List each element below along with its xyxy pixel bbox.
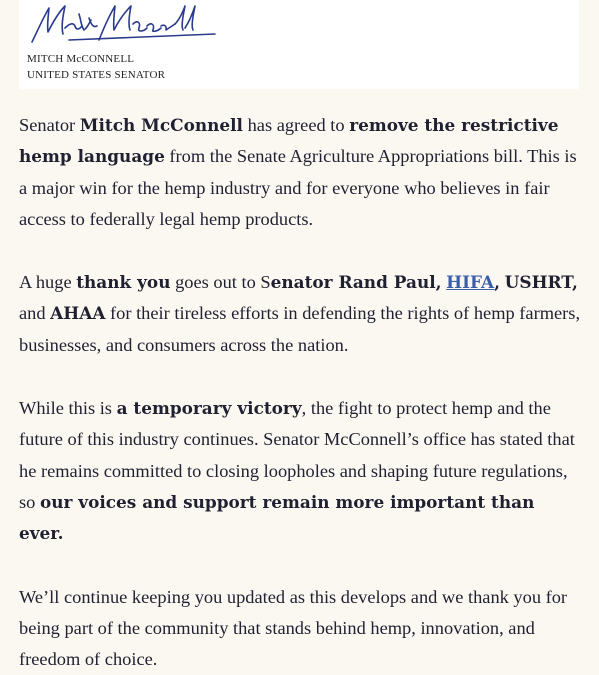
- p2-bold-4: USHRT,: [504, 272, 578, 293]
- p3-bold-1: a temporary victory: [116, 398, 302, 419]
- p4-text-1: We’ll continue keeping you updated as this develops and we thank you for being part of the community that stands behind hemp, innovation, and freedom of choice.: [19, 586, 568, 670]
- signature-name: MITCH McCONNELL: [27, 53, 135, 65]
- paragraph-3: [19, 393, 584, 549]
- p1-bold-1: Mitch McConnell: [79, 115, 243, 135]
- p1-text-1: Senator: [19, 115, 80, 135]
- p2-text-5: and: [19, 303, 51, 324]
- p2-text-1: A huge: [19, 272, 77, 293]
- hifa-link[interactable]: HIFA: [446, 272, 495, 293]
- p3-bold-2: our voices and support remain more important than ever.: [19, 491, 535, 544]
- p2-bold-2: enator Rand Paul,: [270, 272, 442, 293]
- announcement-body: [19, 110, 584, 675]
- p2-bold-3: ,: [494, 272, 501, 293]
- p1-text-2: has agreed to: [242, 115, 350, 135]
- paragraph-2: [19, 267, 584, 361]
- p1-bold-2: remove the restrictive hemp language: [19, 115, 559, 167]
- signature-card: [19, 0, 579, 89]
- p2-bold-5: AHAA: [50, 303, 106, 324]
- signature-image: [29, 2, 219, 46]
- paragraph-1: [19, 110, 584, 235]
- p2-text-2: goes out to S: [170, 272, 271, 293]
- signature-title: UNITED STATES SENATOR: [27, 69, 166, 81]
- p3-text-1: While this is: [19, 398, 117, 419]
- p3-text-2: , the fight to protect hemp and the future of this industry continues. Senator McConnell’s office has stated that he remains committed to closing loopholes and shaping future regulations, so: [19, 398, 575, 512]
- p1-text-3: from the Senate Agriculture Appropriations bill. This is a major win for the hemp industry and for everyone who believes in fair access to federally legal hemp products.: [19, 146, 577, 229]
- paragraph-4: [19, 582, 584, 675]
- p2-bold-1: thank you: [76, 272, 171, 293]
- p2-text-6: for their tireless efforts in defending the rights of hemp farmers, businesses, and consumers across the nation.: [19, 303, 581, 355]
